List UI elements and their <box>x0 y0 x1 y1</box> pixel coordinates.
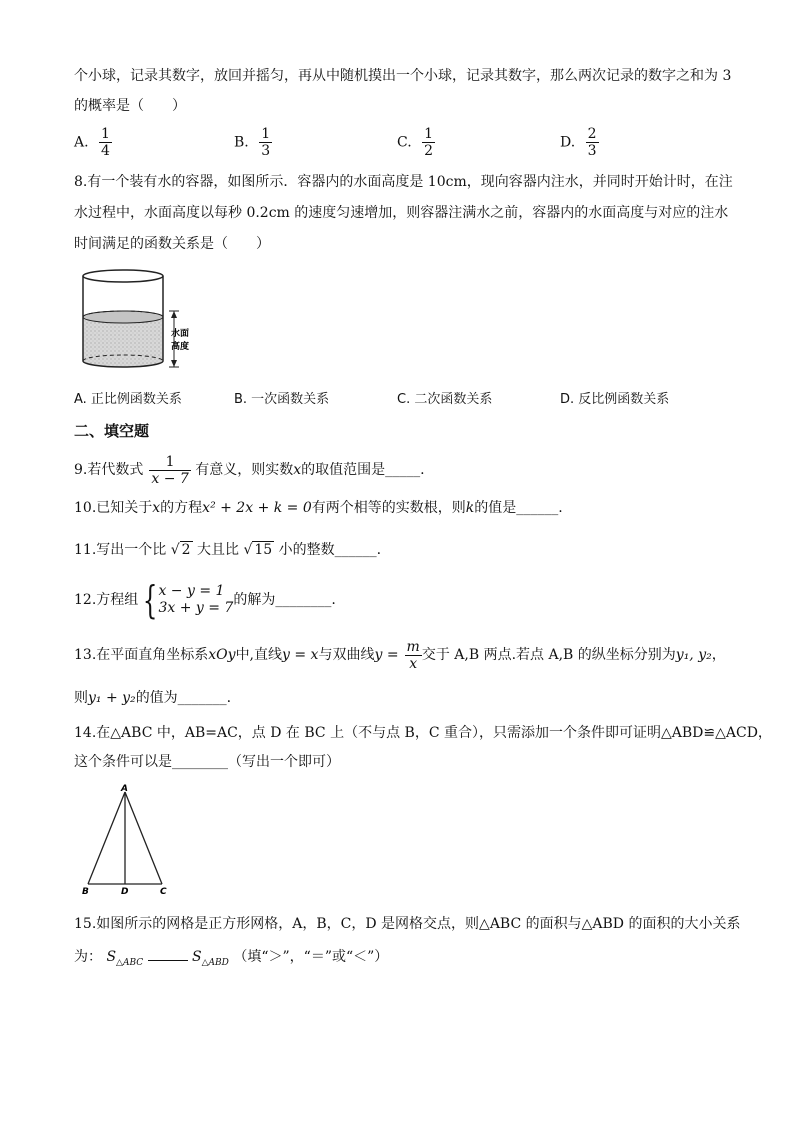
radicand: 15 <box>254 542 273 558</box>
q7-option-c <box>397 126 435 159</box>
option-label: D. <box>560 134 576 151</box>
q13-line-2 <box>74 688 231 708</box>
q10-var: x <box>152 500 161 516</box>
sqrt-15: √ 15 <box>243 542 273 558</box>
vertex-label-c: C <box>160 887 167 897</box>
brace-icon: { <box>143 578 158 622</box>
q8-option-a: A. 正比例函数关系 <box>74 392 182 407</box>
q9-suffix: 有意义，则实数 <box>195 462 294 478</box>
q13-sum: y₁ + y₂ <box>88 690 136 706</box>
q13-prefix: 13.在平面直角坐标系 <box>74 647 209 663</box>
q8-option-b: B. 一次函数关系 <box>234 392 330 407</box>
fraction <box>259 126 272 159</box>
denominator: 3 <box>261 143 271 159</box>
q13-line-eq: y = x <box>282 647 319 663</box>
q8-line-1: 8.有一个装有水的容器，如图所示．容器内的水面高度是 10cm，现向容器内注水，并同时开始计时，在注 <box>74 174 733 190</box>
q10-mid-2: 有两个相等的实数根，则 <box>311 500 466 516</box>
answer-blank[interactable] <box>148 946 188 961</box>
denominator: 3 <box>587 143 597 159</box>
q8-option-c: C. 二次函数关系 <box>397 392 493 407</box>
q15-line2-prefix: 为： <box>74 949 102 965</box>
q13-end: ， <box>711 647 726 663</box>
container-figure <box>78 266 208 376</box>
q10-var-2: k <box>465 500 475 516</box>
q11-prefix: 11.写出一个比 <box>74 542 167 558</box>
denominator: x <box>409 655 418 672</box>
denominator: x − 7 <box>151 470 189 487</box>
q15-line-2 <box>74 946 388 973</box>
water-height-label-1: 水面 <box>171 329 190 339</box>
q7-option-a <box>74 126 112 159</box>
q7-line-2: 的概率是（ ） <box>74 98 186 114</box>
q7-option-d <box>560 126 599 159</box>
q11-mid: 大且比 <box>197 542 240 558</box>
q10 <box>74 498 563 518</box>
q13-line2-suffix: 的值为_______. <box>135 690 232 706</box>
radicand: 2 <box>181 542 191 558</box>
vertex-label-b: B <box>82 887 89 897</box>
water-height-label-2: 高度 <box>171 342 190 352</box>
numerator: 1 <box>424 126 434 142</box>
q8-line-3: 时间满足的函数关系是（ ） <box>74 236 270 252</box>
q13-mid-2: 与双曲线 <box>318 647 375 663</box>
equation-system <box>158 583 233 617</box>
numerator: 2 <box>587 126 597 142</box>
q10-mid: 的方程 <box>160 500 203 516</box>
numerator: 1 <box>261 126 271 142</box>
q14-line-1: 14.在△ABC 中，AB=AC，点 D 在 BC 上（不与点 B，C 重合），只需添加一个条件即可证明△ABD≌△ACD， <box>74 725 772 741</box>
option-label: C. <box>397 134 412 151</box>
q15-line-1: 15.如图所示的网格是正方形网格，A，B，C，D 是网格交点，则△ABC 的面积与△ABD 的面积的大小关系 <box>74 916 741 932</box>
q10-equation: x² + 2x + k = 0 <box>202 500 312 516</box>
q10-prefix: 10.已知关于 <box>74 500 153 516</box>
numerator: m <box>406 638 420 655</box>
q12-suffix: 的解为________. <box>233 592 336 608</box>
numerator: 1 <box>165 453 175 470</box>
q13-line2-prefix: 则 <box>74 690 88 706</box>
q13-mid-3: 交于 A,B 两点.若点 A,B 的纵坐标分别为 <box>421 647 676 663</box>
q9-suffix-2: 的取值范围是_____. <box>301 462 425 478</box>
area-symbol-1: S <box>106 949 117 965</box>
option-label: B. <box>234 134 249 151</box>
fraction <box>99 126 112 159</box>
numerator: 1 <box>101 126 110 142</box>
q13-hyp-fraction <box>405 639 422 672</box>
area-subscript-1: △ABC <box>116 957 144 968</box>
denominator: 2 <box>424 143 434 159</box>
fraction <box>422 126 435 159</box>
q15-line2-suffix: （填“＞”，“＝”或“＜”） <box>233 949 389 965</box>
q13-coord-system: xOy <box>208 647 236 663</box>
q7-line-1: 个小球，记录其数字，放回并摇匀，再从中随机摸出一个小球，记录其数字，那么两次记录的数字之和为 3 <box>74 68 732 84</box>
area-symbol-2: S <box>192 949 202 965</box>
section-heading: 二、填空题 <box>74 422 150 440</box>
area-subscript-2: △ABD <box>201 957 229 968</box>
q11-suffix: 小的整数______. <box>278 542 382 558</box>
q13-ys: y₁, y₂ <box>675 647 712 663</box>
triangle-figure <box>76 782 176 900</box>
q12-prefix: 12.方程组 <box>74 592 139 608</box>
q9 <box>74 452 425 488</box>
option-label: A. <box>74 134 89 151</box>
q13-mid: 中,直线 <box>235 647 283 663</box>
q11 <box>74 540 381 560</box>
vertex-label-a: A <box>121 784 128 794</box>
sqrt-2: √ 2 <box>170 542 191 558</box>
denominator: 4 <box>101 143 110 159</box>
equation-1: x − y = 1 <box>158 583 225 599</box>
q14-line-2: 这个条件可以是________（写出一个即可） <box>74 754 340 770</box>
q13-hyp-lhs: y = <box>374 647 399 663</box>
q9-fraction <box>149 454 190 487</box>
water-body <box>83 317 163 367</box>
q8-option-d: D. 反比例函数关系 <box>560 392 670 407</box>
q9-prefix: 9.若代数式 <box>74 462 144 478</box>
fraction <box>586 126 599 159</box>
vertex-label-d: D <box>121 887 129 897</box>
q12 <box>74 580 336 620</box>
equation-2: 3x + y = 7 <box>158 600 234 616</box>
q13-line-1 <box>74 637 726 673</box>
q7-option-b <box>234 126 272 159</box>
q9-var: x <box>293 462 302 478</box>
q10-suffix: 的值是______. <box>474 500 563 516</box>
q8-line-2: 水过程中，水面高度以每秒 0.2cm 的速度匀速增加，则容器注满水之前，容器内的水面高度与对应的注水 <box>74 205 729 221</box>
